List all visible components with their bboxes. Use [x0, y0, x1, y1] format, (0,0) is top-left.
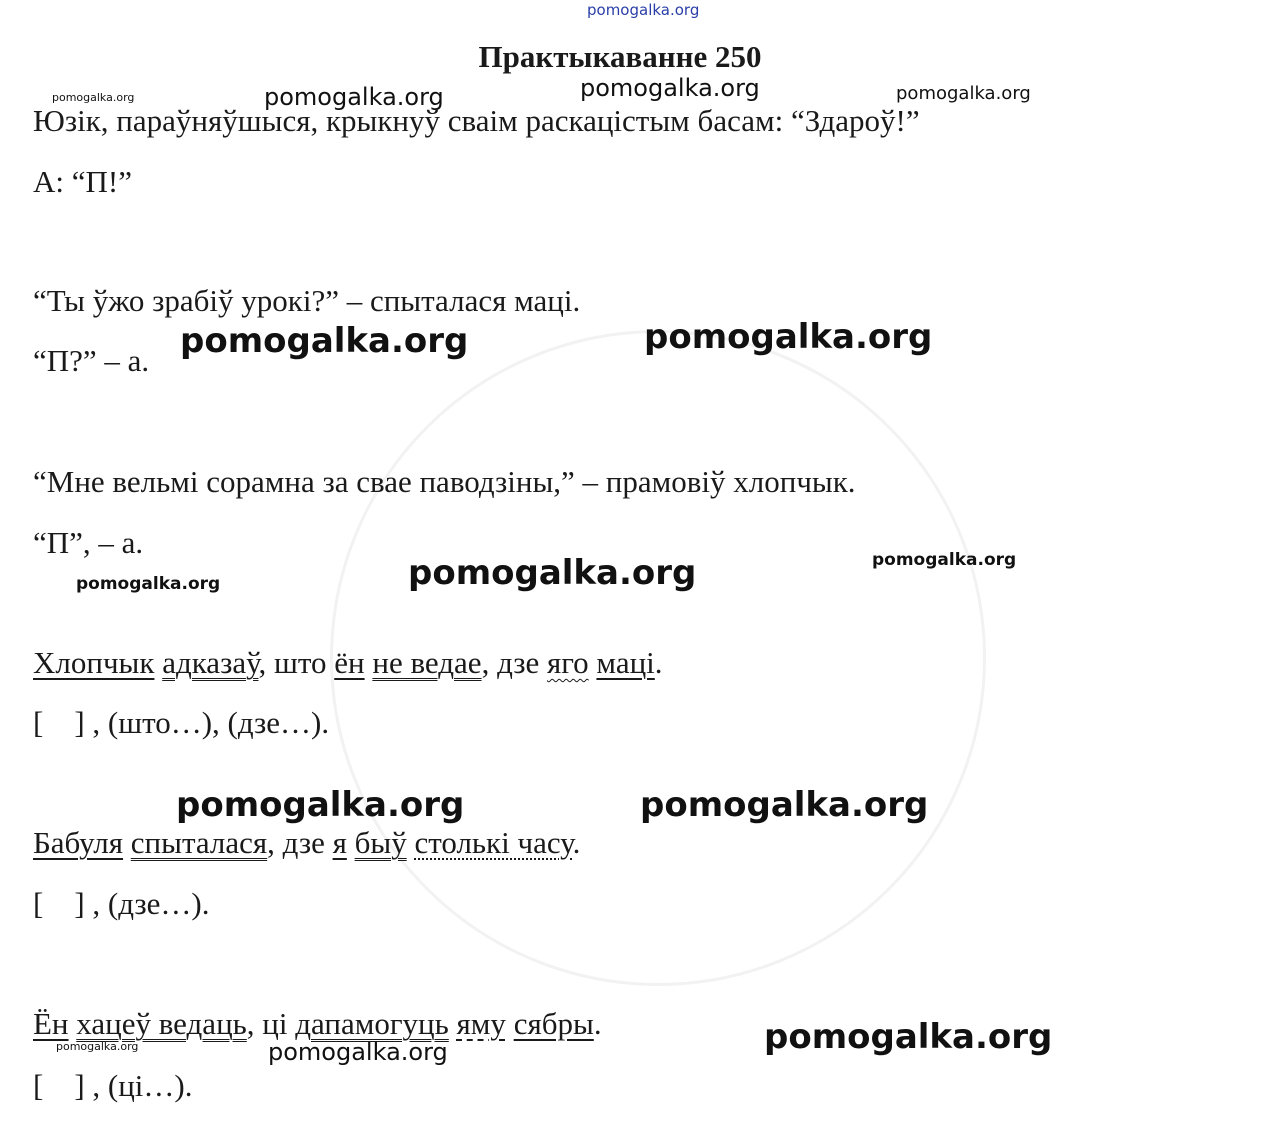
predicate-word: хацеў ведаць	[76, 1006, 247, 1041]
analyzed-sentence	[33, 1007, 602, 1041]
watermark: pomogalka.org	[872, 550, 1017, 570]
sentence-text: , ці	[246, 1006, 296, 1041]
object-word: яму	[456, 1006, 506, 1041]
text-line: А: “П!”	[33, 164, 132, 199]
sentence-text	[449, 1006, 457, 1041]
sentence-text: , дзе	[267, 825, 333, 860]
sentence-text: , што	[258, 645, 335, 680]
watermark: pomogalka.org	[644, 317, 933, 357]
text-line: Юзік, параўняўшыся, крыкнуў сваім раскацістым басам: “Здароў!”	[33, 103, 920, 138]
watermark: pomogalka.org	[268, 1038, 448, 1066]
watermark: pomogalka.org	[76, 574, 221, 594]
watermark: pomogalka.org	[264, 83, 444, 111]
text-line: “Мне вельмі сорамна за свае паводзіны,” – прамовіў хлопчык.	[33, 464, 856, 499]
analyzed-sentence	[33, 646, 663, 680]
text-line: “П?” – а.	[33, 343, 150, 378]
adverbial-word: столькі часу	[414, 825, 573, 860]
subject-word: маці	[596, 645, 655, 680]
sentence-text: .	[593, 1006, 602, 1041]
watermark: pomogalka.org	[587, 1, 700, 19]
text-line: “Ты ўжо зрабіў урокі?” – спыталася маці.	[33, 283, 581, 318]
watermark: pomogalka.org	[56, 1040, 139, 1053]
text-line: “П”, – а.	[33, 525, 144, 560]
subject-word: Хлопчык	[33, 645, 155, 680]
attribute-word: яго	[546, 645, 589, 680]
page-title: Практыкаванне 250	[478, 39, 762, 74]
subject-word: Ён	[33, 1006, 69, 1041]
predicate-word: спыталася	[130, 825, 268, 860]
sentence-scheme: [ ] , (ці…).	[33, 1068, 193, 1103]
sentence-scheme: [ ] , (што…), (дзе…).	[33, 705, 330, 740]
sentence-scheme: [ ] , (дзе…).	[33, 886, 210, 921]
sentence-text	[123, 825, 131, 860]
subject-word: я	[332, 825, 347, 860]
sentence-text: .	[572, 825, 581, 860]
watermark: pomogalka.org	[180, 321, 469, 361]
predicate-word: не ведае	[372, 645, 482, 680]
predicate-word: дапамогуць	[295, 1006, 449, 1041]
analyzed-sentence	[33, 826, 580, 860]
watermark: pomogalka.org	[580, 74, 760, 102]
predicate-word: адказаў	[162, 645, 259, 680]
watermark: pomogalka.org	[896, 83, 1031, 104]
subject-word: Бабуля	[33, 825, 124, 860]
predicate-word: быў	[354, 825, 407, 860]
sentence-text	[347, 825, 355, 860]
watermark: pomogalka.org	[52, 91, 135, 104]
subject-word: сябры	[513, 1006, 594, 1041]
subject-word: ён	[334, 645, 365, 680]
sentence-text: .	[654, 645, 663, 680]
sentence-text	[506, 1006, 514, 1041]
watermark: pomogalka.org	[640, 785, 929, 825]
watermark: pomogalka.org	[176, 785, 465, 825]
sentence-text: , дзе	[481, 645, 547, 680]
watermark: pomogalka.org	[764, 1017, 1053, 1057]
watermark: pomogalka.org	[408, 553, 697, 593]
